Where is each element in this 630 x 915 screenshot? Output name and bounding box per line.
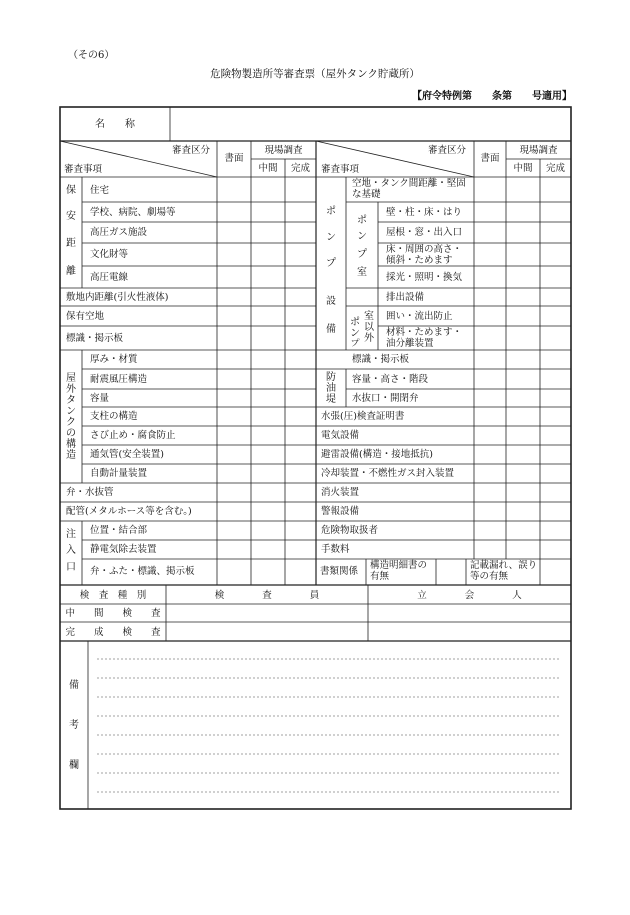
row-material: 材料・ためます・油分離装置 <box>386 327 463 349</box>
row-entry-errors: 記載漏れ、誤り等の有無 <box>470 560 538 582</box>
row-electric: 電気設備 <box>321 430 360 441</box>
inspector-header: 検 査 員 <box>214 590 320 601</box>
remarks-field[interactable] <box>92 645 566 805</box>
row-site-distance: 敷地内距離(引火性液体) <box>66 292 169 303</box>
row-valve-cap: 弁・ふた・標識、掲示板 <box>90 566 195 577</box>
row-seismic: 耐震風圧構造 <box>90 374 148 385</box>
left-header-items: 審査事項 <box>64 164 103 175</box>
row-floor: 床・周囲の高さ・傾斜・ためます <box>386 244 463 266</box>
inspection-type-header: 検 査 種 別 <box>79 590 147 601</box>
row-signs-left: 標識・掲示板 <box>66 333 124 344</box>
row-holding-space: 保有空地 <box>66 311 105 322</box>
row-drain: 水抜口・開閉弁 <box>352 393 419 404</box>
row-exhaust: 排出設備 <box>386 292 425 303</box>
row-static: 静電気除去装置 <box>90 544 157 555</box>
row-fee: 手数料 <box>321 544 350 555</box>
row-vent: 通気管(安全装置) <box>90 449 164 460</box>
left-header-done: 完成 <box>290 163 310 174</box>
witness-header: 立 会 人 <box>417 590 522 601</box>
row-thickness: 厚み・材質 <box>90 354 138 365</box>
row-capacity: 容量 <box>90 393 110 404</box>
right-header-items: 審査事項 <box>321 164 360 175</box>
row-open-space: 空地・タンク間距離・堅固な基礎 <box>352 178 466 200</box>
left-header-mid: 中間 <box>258 163 278 174</box>
row-lightning: 避雷設備(構造・接地抵抗) <box>321 449 433 460</box>
row-support: 支柱の構造 <box>90 411 138 422</box>
final-inspector-field[interactable] <box>168 624 366 639</box>
group-outside-pump-room: ポ ン プ 室 以 外 <box>350 311 374 349</box>
left-header-field: 現場調査 <box>264 145 303 156</box>
remarks-label: 備 考 欄 <box>69 680 79 771</box>
final-inspection-label: 完 成 検 査 <box>65 627 161 638</box>
row-piping: 配管(メタルホース等を含む。) <box>66 506 192 517</box>
row-alarm: 警報設備 <box>321 506 360 517</box>
right-header-field: 現場調査 <box>519 145 558 156</box>
right-header-done: 完成 <box>545 163 565 174</box>
row-cooling: 冷却装置・不燃性ガス封入装置 <box>321 468 455 479</box>
row-housing: 住宅 <box>90 185 110 196</box>
row-schools: 学校、病院、劇場等 <box>90 207 176 218</box>
row-roof: 屋根・窓・出入口 <box>386 227 463 238</box>
row-dike-capacity: 容量・高さ・階段 <box>352 374 429 385</box>
row-meter: 自動計量装置 <box>90 468 148 479</box>
name-field[interactable] <box>172 109 568 139</box>
mid-inspection-label: 中 間 検 査 <box>65 608 161 619</box>
mid-inspector-field[interactable] <box>168 606 366 621</box>
row-rust: さび止め・腐食防止 <box>90 430 176 441</box>
right-header-category: 審査区分 <box>428 145 467 156</box>
row-gas-facility: 高圧ガス施設 <box>90 227 148 238</box>
left-header-category: 審査区分 <box>172 145 211 156</box>
form-number: （その6） <box>68 50 115 61</box>
form-title: 危険物製造所等審査票（屋外タンク貯蔵所） <box>210 68 420 80</box>
name-label: 名 称 <box>95 119 135 130</box>
row-handler: 危険物取扱者 <box>321 525 379 536</box>
row-structure-spec: 構造明細書の有無 <box>370 560 428 582</box>
row-enclosure: 囲い・流出防止 <box>386 311 453 322</box>
row-hydro-test: 水張(圧)検査証明書 <box>321 411 405 422</box>
row-signs-right: 標識・掲示板 <box>352 354 410 365</box>
final-witness-field[interactable] <box>370 624 569 639</box>
row-valve: 弁・水抜管 <box>66 487 114 498</box>
row-lighting: 採光・照明・換気 <box>386 272 463 283</box>
row-documents: 書類関係 <box>320 566 359 577</box>
right-header-mid: 中間 <box>513 163 533 174</box>
mid-witness-field[interactable] <box>370 606 569 621</box>
row-fire: 消火装置 <box>321 487 360 498</box>
row-walls: 壁・柱・床・はり <box>386 207 463 218</box>
row-power-line: 高圧電線 <box>90 272 129 283</box>
applied-rule-note: 【府令特例第 条第 号適用】 <box>412 91 572 102</box>
row-position: 位置・結合部 <box>90 525 148 536</box>
row-heritage: 文化財等 <box>90 249 129 260</box>
right-header-document: 書面 <box>480 153 500 164</box>
left-header-document: 書面 <box>224 153 244 164</box>
